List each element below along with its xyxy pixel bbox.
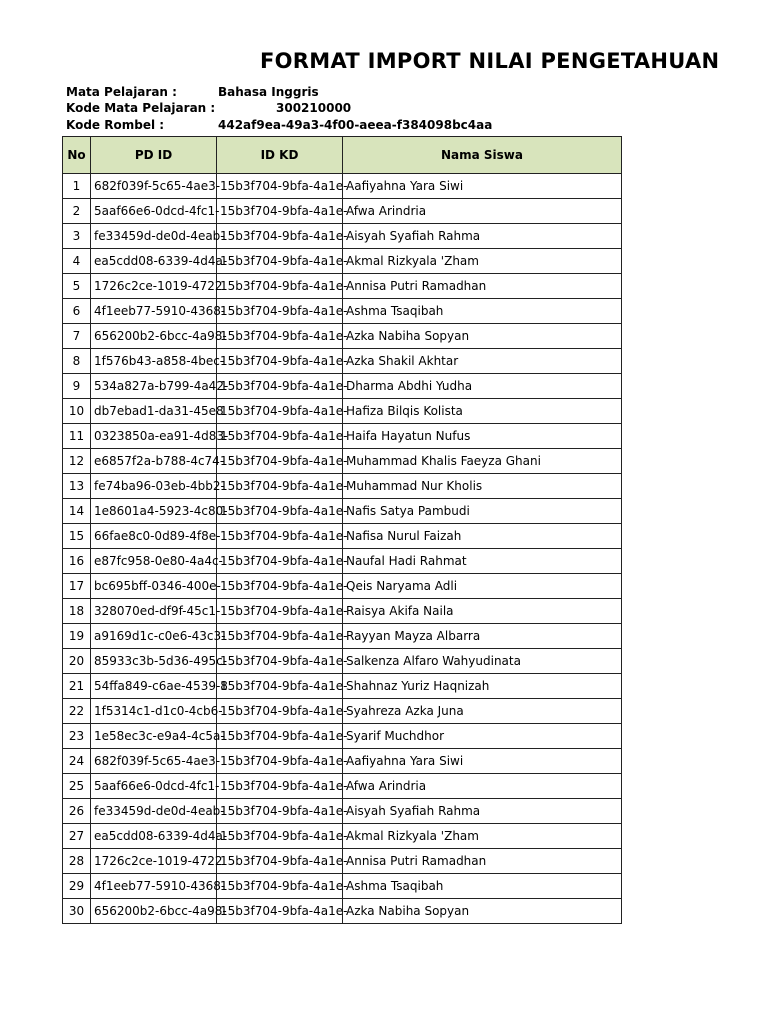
cell-nama-siswa: Aisyah Syafiah Rahma <box>343 224 622 249</box>
cell-no: 26 <box>63 799 91 824</box>
cell-nama-siswa: Azka Nabiha Sopyan <box>343 324 622 349</box>
cell-id-kd: 15b3f704-9bfa-4a1e- <box>217 424 343 449</box>
table-row <box>63 349 622 374</box>
cell-id-kd: 15b3f704-9bfa-4a1e- <box>217 624 343 649</box>
cell-pd-id: 66fae8c0-0d89-4f8e- <box>91 524 217 549</box>
cell-nama-siswa: Aafiyahna Yara Siwi <box>343 174 622 199</box>
cell-pd-id: 1e58ec3c-e9a4-4c5a- <box>91 724 217 749</box>
cell-id-kd: 15b3f704-9bfa-4a1e- <box>217 224 343 249</box>
cell-id-kd: 15b3f704-9bfa-4a1e- <box>217 174 343 199</box>
cell-pd-id: 534a827a-b799-4a42- <box>91 374 217 399</box>
cell-nama-siswa: Nafis Satya Pambudi <box>343 499 622 524</box>
table-row <box>63 474 622 499</box>
cell-id-kd: 15b3f704-9bfa-4a1e- <box>217 824 343 849</box>
table-row <box>63 874 622 899</box>
cell-id-kd: 15b3f704-9bfa-4a1e- <box>217 649 343 674</box>
rombel-label: Kode Rombel : <box>66 118 165 132</box>
header-no: No <box>63 137 91 174</box>
table-header-row <box>63 137 622 174</box>
cell-nama-siswa: Afwa Arindria <box>343 774 622 799</box>
cell-nama-siswa: Akmal Rizkyala 'Zham <box>343 249 622 274</box>
cell-id-kd: 15b3f704-9bfa-4a1e- <box>217 774 343 799</box>
cell-nama-siswa: Syahreza Azka Juna <box>343 699 622 724</box>
mapel-value: Bahasa Inggris <box>218 85 319 99</box>
header-id-kd: ID KD <box>217 137 343 174</box>
table-row <box>63 399 622 424</box>
cell-pd-id: 682f039f-5c65-4ae3- <box>91 174 217 199</box>
table-row <box>63 724 622 749</box>
cell-pd-id: 0323850a-ea91-4d83- <box>91 424 217 449</box>
cell-id-kd: 15b3f704-9bfa-4a1e- <box>217 499 343 524</box>
cell-nama-siswa: Akmal Rizkyala 'Zham <box>343 824 622 849</box>
cell-nama-siswa: Ashma Tsaqibah <box>343 299 622 324</box>
cell-nama-siswa: Azka Nabiha Sopyan <box>343 899 622 924</box>
table-body <box>63 174 622 924</box>
cell-no: 29 <box>63 874 91 899</box>
cell-no: 5 <box>63 274 91 299</box>
cell-nama-siswa: Nafisa Nurul Faizah <box>343 524 622 549</box>
table-row <box>63 599 622 624</box>
cell-pd-id: 656200b2-6bcc-4a98- <box>91 324 217 349</box>
cell-no: 10 <box>63 399 91 424</box>
cell-nama-siswa: Syarif Muchdhor <box>343 724 622 749</box>
cell-id-kd: 15b3f704-9bfa-4a1e- <box>217 874 343 899</box>
cell-id-kd: 15b3f704-9bfa-4a1e- <box>217 474 343 499</box>
cell-id-kd: 15b3f704-9bfa-4a1e- <box>217 324 343 349</box>
cell-no: 7 <box>63 324 91 349</box>
cell-pd-id: 4f1eeb77-5910-4368- <box>91 874 217 899</box>
cell-pd-id: 1726c2ce-1019-4722 <box>91 274 217 299</box>
cell-id-kd: 15b3f704-9bfa-4a1e- <box>217 299 343 324</box>
cell-pd-id: 1e8601a4-5923-4c80- <box>91 499 217 524</box>
kode-mapel-label: Kode Mata Pelajaran : <box>66 101 216 115</box>
cell-no: 30 <box>63 899 91 924</box>
cell-no: 17 <box>63 574 91 599</box>
table-row <box>63 574 622 599</box>
cell-nama-siswa: Salkenza Alfaro Wahyudinata <box>343 649 622 674</box>
cell-id-kd: 15b3f704-9bfa-4a1e- <box>217 899 343 924</box>
cell-id-kd: 15b3f704-9bfa-4a1e- <box>217 574 343 599</box>
cell-nama-siswa: Annisa Putri Ramadhan <box>343 849 622 874</box>
cell-pd-id: 328070ed-df9f-45c1- <box>91 599 217 624</box>
cell-id-kd: 15b3f704-9bfa-4a1e- <box>217 274 343 299</box>
page-title: FORMAT IMPORT NILAI PENGETAHUAN <box>260 49 720 73</box>
cell-id-kd: 15b3f704-9bfa-4a1e- <box>217 524 343 549</box>
cell-no: 4 <box>63 249 91 274</box>
student-table <box>62 136 622 924</box>
cell-id-kd: 15b3f704-9bfa-4a1e- <box>217 349 343 374</box>
cell-pd-id: ea5cdd08-6339-4d4a- <box>91 824 217 849</box>
table-row <box>63 899 622 924</box>
cell-pd-id: 682f039f-5c65-4ae3- <box>91 749 217 774</box>
cell-no: 19 <box>63 624 91 649</box>
kode-mapel-value: 300210000 <box>276 101 352 115</box>
table-row <box>63 824 622 849</box>
table-row <box>63 174 622 199</box>
cell-pd-id: fe74ba96-03eb-4bb2- <box>91 474 217 499</box>
rombel-value: 442af9ea-49a3-4f00-aeea-f384098bc4aa <box>218 118 493 132</box>
cell-nama-siswa: Haifa Hayatun Nufus <box>343 424 622 449</box>
cell-no: 16 <box>63 549 91 574</box>
table-row <box>63 749 622 774</box>
cell-nama-siswa: Aafiyahna Yara Siwi <box>343 749 622 774</box>
cell-nama-siswa: Azka Shakil Akhtar <box>343 349 622 374</box>
table-row <box>63 699 622 724</box>
cell-id-kd: 15b3f704-9bfa-4a1e- <box>217 799 343 824</box>
cell-nama-siswa: Muhammad Khalis Faeyza Ghani <box>343 449 622 474</box>
cell-nama-siswa: Hafiza Bilqis Kolista <box>343 399 622 424</box>
cell-id-kd: 15b3f704-9bfa-4a1e- <box>217 199 343 224</box>
cell-nama-siswa: Raisya Akifa Naila <box>343 599 622 624</box>
cell-no: 18 <box>63 599 91 624</box>
header-pd-id: PD ID <box>91 137 217 174</box>
cell-nama-siswa: Ashma Tsaqibah <box>343 874 622 899</box>
cell-pd-id: 1f576b43-a858-4bec- <box>91 349 217 374</box>
cell-pd-id: a9169d1c-c0e6-43c3- <box>91 624 217 649</box>
cell-nama-siswa: Qeis Naryama Adli <box>343 574 622 599</box>
cell-nama-siswa: Dharma Abdhi Yudha <box>343 374 622 399</box>
table-row <box>63 774 622 799</box>
cell-pd-id: 5aaf66e6-0dcd-4fc1- <box>91 199 217 224</box>
table-row <box>63 624 622 649</box>
table-row <box>63 524 622 549</box>
table-row <box>63 649 622 674</box>
cell-no: 1 <box>63 174 91 199</box>
cell-no: 27 <box>63 824 91 849</box>
cell-id-kd: 15b3f704-9bfa-4a1e- <box>217 724 343 749</box>
cell-pd-id: e87fc958-0e80-4a4c- <box>91 549 217 574</box>
cell-no: 13 <box>63 474 91 499</box>
cell-id-kd: 15b3f704-9bfa-4a1e- <box>217 549 343 574</box>
cell-pd-id: 656200b2-6bcc-4a98- <box>91 899 217 924</box>
cell-id-kd: 15b3f704-9bfa-4a1e- <box>217 849 343 874</box>
cell-nama-siswa: Shahnaz Yuriz Haqnizah <box>343 674 622 699</box>
table-row <box>63 299 622 324</box>
cell-no: 20 <box>63 649 91 674</box>
table-row <box>63 199 622 224</box>
table-row <box>63 374 622 399</box>
cell-nama-siswa: Muhammad Nur Kholis <box>343 474 622 499</box>
cell-id-kd: 15b3f704-9bfa-4a1e- <box>217 399 343 424</box>
cell-no: 3 <box>63 224 91 249</box>
cell-no: 6 <box>63 299 91 324</box>
cell-no: 9 <box>63 374 91 399</box>
cell-pd-id: 1f5314c1-d1c0-4cb6- <box>91 699 217 724</box>
cell-no: 28 <box>63 849 91 874</box>
cell-pd-id: e6857f2a-b788-4c74- <box>91 449 217 474</box>
table-row <box>63 449 622 474</box>
cell-id-kd: 15b3f704-9bfa-4a1e- <box>217 374 343 399</box>
table-row <box>63 549 622 574</box>
cell-pd-id: ea5cdd08-6339-4d4a- <box>91 249 217 274</box>
table-row <box>63 674 622 699</box>
cell-no: 11 <box>63 424 91 449</box>
cell-nama-siswa: Aisyah Syafiah Rahma <box>343 799 622 824</box>
header-nama-siswa: Nama Siswa <box>343 137 622 174</box>
table-row <box>63 499 622 524</box>
cell-id-kd: 15b3f704-9bfa-4a1e- <box>217 449 343 474</box>
cell-nama-siswa: Annisa Putri Ramadhan <box>343 274 622 299</box>
cell-id-kd: 15b3f704-9bfa-4a1e- <box>217 599 343 624</box>
title-container <box>60 49 720 82</box>
cell-pd-id: 85933c3b-5d36-495c- <box>91 649 217 674</box>
table-row <box>63 424 622 449</box>
cell-pd-id: db7ebad1-da31-45e8 <box>91 399 217 424</box>
cell-pd-id: 54ffa849-c6ae-4539-8 <box>91 674 217 699</box>
cell-no: 23 <box>63 724 91 749</box>
table-row <box>63 324 622 349</box>
table-row <box>63 849 622 874</box>
cell-pd-id: 4f1eeb77-5910-4368- <box>91 299 217 324</box>
table-row <box>63 799 622 824</box>
cell-no: 21 <box>63 674 91 699</box>
cell-no: 14 <box>63 499 91 524</box>
cell-id-kd: 15b3f704-9bfa-4a1e- <box>217 674 343 699</box>
cell-nama-siswa: Afwa Arindria <box>343 199 622 224</box>
cell-id-kd: 15b3f704-9bfa-4a1e- <box>217 699 343 724</box>
cell-no: 2 <box>63 199 91 224</box>
cell-no: 8 <box>63 349 91 374</box>
cell-pd-id: 1726c2ce-1019-4722 <box>91 849 217 874</box>
cell-nama-siswa: Rayyan Mayza Albarra <box>343 624 622 649</box>
cell-id-kd: 15b3f704-9bfa-4a1e- <box>217 249 343 274</box>
cell-no: 12 <box>63 449 91 474</box>
cell-id-kd: 15b3f704-9bfa-4a1e- <box>217 749 343 774</box>
cell-pd-id: fe33459d-de0d-4eab- <box>91 224 217 249</box>
cell-no: 25 <box>63 774 91 799</box>
table-row <box>63 224 622 249</box>
table-row <box>63 274 622 299</box>
cell-pd-id: 5aaf66e6-0dcd-4fc1- <box>91 774 217 799</box>
cell-pd-id: bc695bff-0346-400e- <box>91 574 217 599</box>
cell-pd-id: fe33459d-de0d-4eab- <box>91 799 217 824</box>
cell-no: 15 <box>63 524 91 549</box>
cell-nama-siswa: Naufal Hadi Rahmat <box>343 549 622 574</box>
table-row <box>63 249 622 274</box>
cell-no: 24 <box>63 749 91 774</box>
cell-no: 22 <box>63 699 91 724</box>
mapel-label: Mata Pelajaran : <box>66 85 177 99</box>
